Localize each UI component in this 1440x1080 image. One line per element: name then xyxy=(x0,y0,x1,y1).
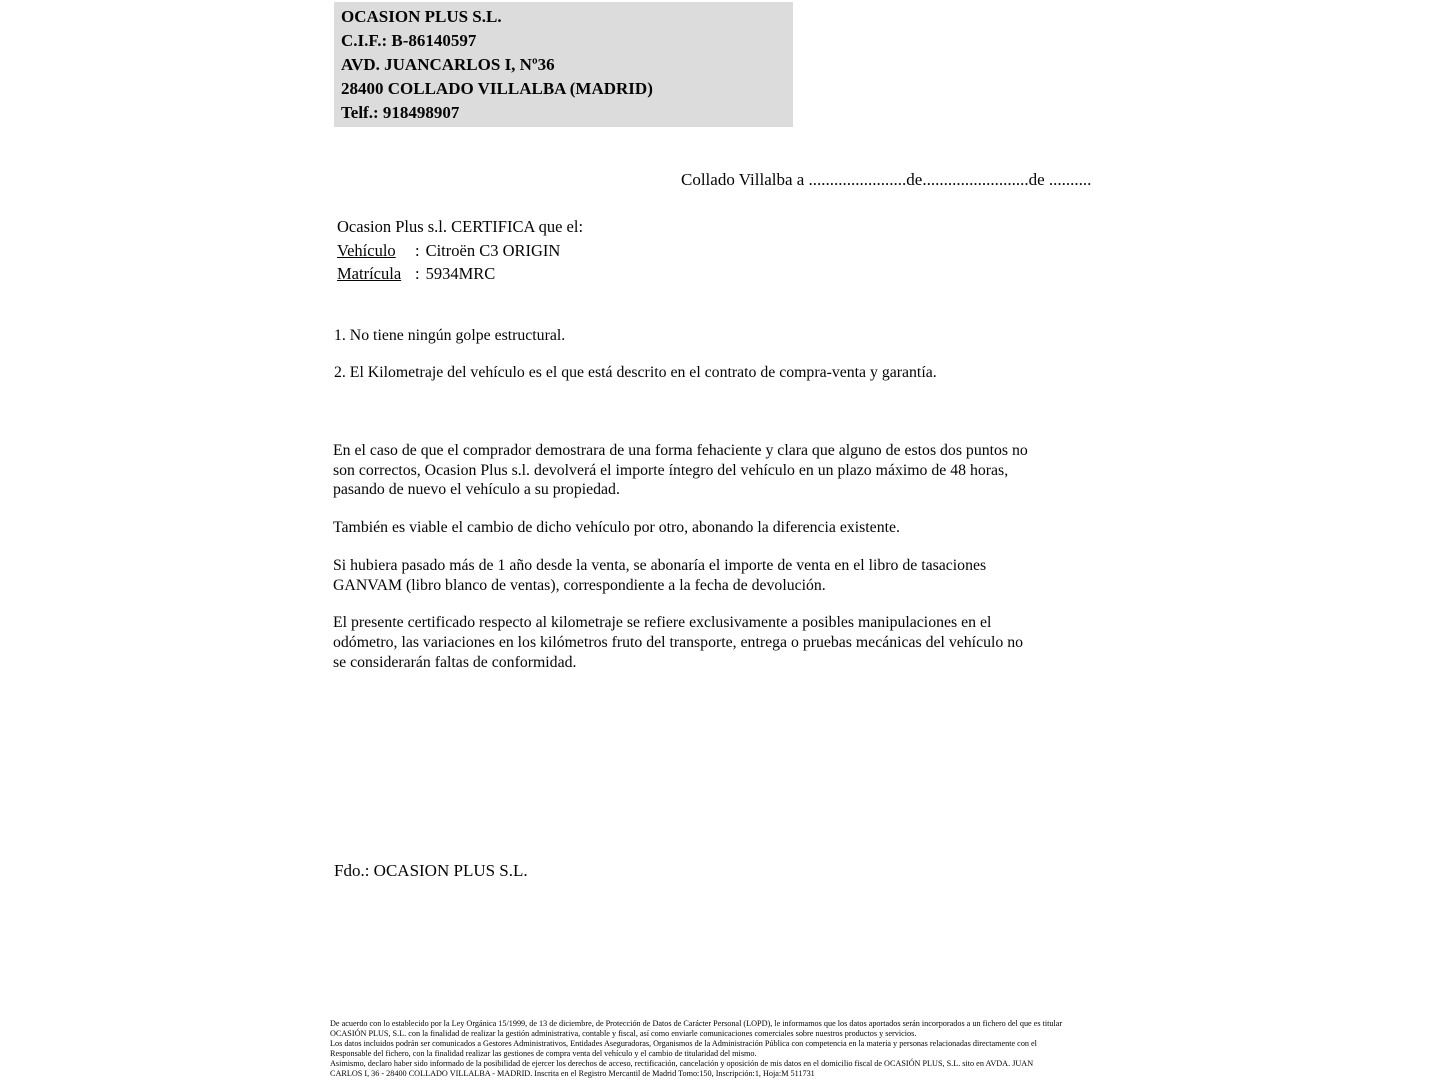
company-name: OCASION PLUS S.L. xyxy=(341,7,502,26)
plate-label: Matrícula xyxy=(337,264,402,283)
vehicle-label: Vehículo xyxy=(337,240,396,260)
plate-value: 5934MRC xyxy=(425,264,496,283)
legal-line: Asimismo, declaro haber sido informado de la posibilidad de ejercer los derechos de acceso, rectificación, cancelación y oposición de mis datos en el domicilio fiscal de OCASIÓN PLUS, S.L. sito en AVDA. JUAN xyxy=(330,1059,1034,1068)
legal-line: CARLOS I, 36 - 28400 COLLADO VILLALBA - MADRID. Inscrita en el Registro Mercantil de Madrid Tomo:150, Inscripción:1, Hoja:M 511731 xyxy=(330,1069,815,1078)
signature-line: Fdo.: OCASION PLUS S.L. xyxy=(334,861,528,880)
legal-line: OCASIÓN PLUS, S.L. con la finalidad de realizar la gestión administrativa, contable y fiscal, así como enviarle comunicaciones comerciales sobre nuestros productos y servicios. xyxy=(330,1029,917,1038)
company-phone: Telf.: 918498907 xyxy=(341,103,460,122)
certification-block xyxy=(337,215,583,286)
legal-line: Los datos incluidos podrán ser comunicados a Gestores Administrativos, Entidades Aseguradoras, Organismos de la Administración Pública con competencia en la materia y personas relacionadas directamente con el xyxy=(330,1039,1037,1048)
legal-footer xyxy=(330,1019,1062,1079)
plate-separator: : xyxy=(415,264,420,283)
vehicle-value: Citroën C3 ORIGIN xyxy=(425,240,561,260)
point-1: 1. No tiene ningún golpe estructural. xyxy=(334,327,566,344)
vehicle-field xyxy=(337,239,583,263)
paragraph-odometer: El presente certificado respecto al kilometraje se refiere exclusivamente a posibles manipulaciones en el odómetro, las variaciones en los kilómetros fruto del transporte, entrega o pruebas mecánicas del vehículo no se considerarán faltas de conformidad. xyxy=(333,614,1024,671)
paragraph-ganvam: Si hubiera pasado más de 1 año desde la venta, se abonaría el importe de venta en el libro de tasaciones GANVAM (libro blanco de ventas), correspondiente a la fecha de devolución. xyxy=(333,556,987,594)
legal-line: De acuerdo con lo establecido por la Ley Orgánica 15/1999, de 13 de diciembre, de Protección de Datos de Carácter Personal (LOPD), le informamos que los datos aportados serán incorporados a un fichero del que es titular xyxy=(330,1019,1063,1028)
paragraph-exchange: También es viable el cambio de dicho vehículo por otro, abonando la diferencia existente. xyxy=(333,519,900,537)
certified-points xyxy=(334,326,937,400)
company-header-box xyxy=(334,2,793,127)
company-cif: C.I.F.: B-86140597 xyxy=(341,31,477,50)
terms-paragraphs xyxy=(333,441,1028,690)
company-address: AVD. JUANCARLOS I, Nº36 xyxy=(341,55,555,74)
date-place-line: Collado Villalba a .......................de.........................de .......... xyxy=(681,170,1092,189)
certification-intro: Ocasion Plus s.l. CERTIFICA que el: xyxy=(337,217,584,236)
legal-line: Responsable del fichero, con la finalidad realizar las gestiones de compra venta del vehículo y el cambio de titularidad del mismo. xyxy=(330,1049,757,1058)
company-city: 28400 COLLADO VILLALBA (MADRID) xyxy=(341,79,653,98)
vehicle-separator: : xyxy=(415,240,420,260)
plate-field xyxy=(337,262,583,286)
point-2: 2. El Kilometraje del vehículo es el que está descrito en el contrato de compra-venta y garantía. xyxy=(334,364,937,381)
paragraph-refund: En el caso de que el comprador demostrara de una forma fehaciente y clara que alguno de estos dos puntos no son correctos, Ocasion Plus s.l. devolverá el importe íntegro del vehículo en un plazo máximo de 48 horas, pasando de nuevo el vehículo a su propiedad. xyxy=(333,442,1028,499)
